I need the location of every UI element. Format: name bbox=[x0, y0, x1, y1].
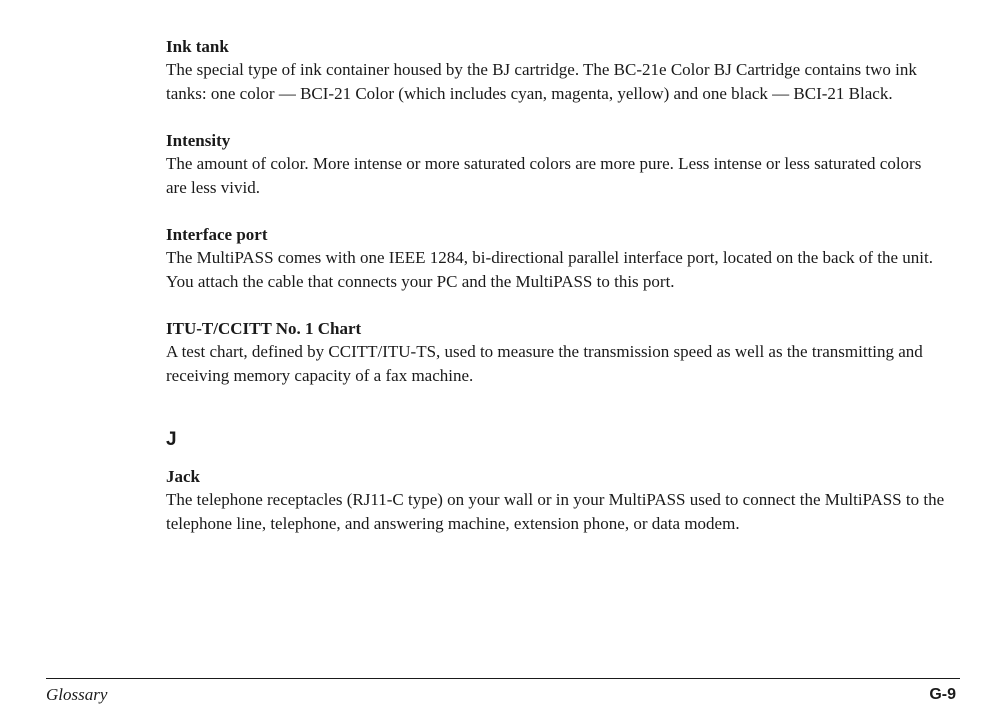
section-letter-j: J bbox=[166, 429, 177, 450]
entry-definition: The MultiPASS comes with one IEEE 1284, bi-directional parallel interface port, located on the back of the unit. You attach the cable that connects your PC and the MultiPASS to this port. bbox=[166, 248, 934, 291]
glossary-entry-ink-tank bbox=[166, 36, 946, 106]
glossary-entry-itu-chart bbox=[166, 318, 946, 388]
entry-term: Ink tank bbox=[166, 37, 229, 56]
entry-definition: The telephone receptacles (RJ11-C type) on your wall or in your MultiPASS used to connect the MultiPASS to the telephone line, telephone, and answering machine, extension phone, or data modem. bbox=[166, 490, 945, 533]
footer-divider bbox=[46, 678, 960, 679]
entry-term: Jack bbox=[166, 467, 200, 486]
entry-term: ITU-T/CCITT No. 1 Chart bbox=[166, 319, 362, 338]
entry-definition: The special type of ink container housed by the BJ cartridge. The BC-21e Color BJ Cartridge contains two ink tanks: one color — BCI-21 Color (which includes cyan, magenta, yellow) and one black — BCI-21 Black. bbox=[166, 60, 917, 103]
glossary-entry-jack bbox=[166, 466, 946, 536]
entry-term: Interface port bbox=[166, 225, 268, 244]
entry-definition: A test chart, defined by CCITT/ITU-TS, used to measure the transmission speed as well as the transmitting and receiving memory capacity of a fax machine. bbox=[166, 342, 923, 385]
entry-term: Intensity bbox=[166, 131, 231, 150]
glossary-content bbox=[166, 36, 946, 536]
entry-definition: The amount of color. More intense or more saturated colors are more pure. Less intense or less saturated colors are less vivid. bbox=[166, 154, 922, 197]
glossary-entry-intensity bbox=[166, 130, 946, 200]
glossary-entry-interface-port bbox=[166, 224, 946, 294]
footer-section-name: Glossary bbox=[46, 685, 108, 704]
footer-page-number: G-9 bbox=[929, 686, 956, 703]
